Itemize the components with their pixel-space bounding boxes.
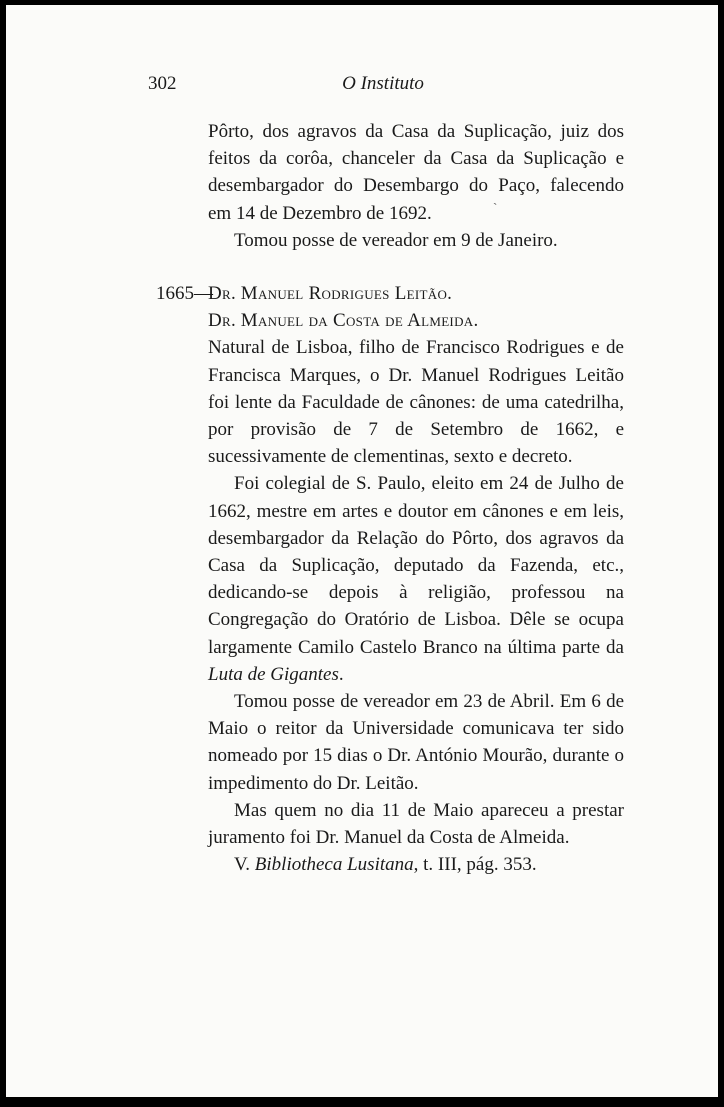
entry-name-1 [208,280,624,307]
page-header [6,73,718,103]
page-number: 302 [148,73,177,94]
entry-paragraph-career-end: . [338,663,344,685]
entry-paragraph-origin: Natural de Lisboa, filho de Francisco Rodrigues e de Francisca Marques, o Dr. Manuel Rodrigues Leitão foi lente da Faculdade de cânones: de uma catedrilha, por provisão de 7 de Setembro de 1662, e sucessivamente de clementinas, sexto e decreto. [208,337,624,468]
running-title: O Instituto [342,73,424,94]
scan-speck: ˋ [493,200,498,215]
entry-paragraph-career-text: Foi colegial de S. Paulo, eleito em 24 de Julho de 1662, mestre em artes e doutor em cânones e em leis, desembargador da Relação do Pôrto, dos agravos da Casa da Suplicação, deputado da Fazenda, etc., dedicando-se depois à religião, professou na Congregação do Oratório de Lisboa. Dêle se ocupa largamente Camilo Castelo Branco na última parte da [208,473,624,658]
entry-paragraph-posse: Tomou posse de vereador em 23 de Abril. Em 6 de Maio o reitor da Universidade comunicava ter sido nomeado por 15 dias o Dr. António Mourão, durante o impedimento do Dr. Leitão. [208,691,624,794]
entry-name-2-title: Dr. [208,310,237,332]
continuation-paragraph: Pôrto, dos agravos da Casa da Suplicação, juiz dos feitos da corôa, chanceler da Casa da Suplicação e desembargador do Desembargo do Paço, falecendo em 14 de Dezembro de 1692. [208,121,624,224]
entry-name-1-text: Manuel Rodrigues Leitão. [240,283,453,305]
entry-reference-prefix: V. [234,854,255,876]
book-page [6,5,718,1097]
entry-reference [208,851,624,878]
entry-1665 [156,280,624,878]
entry-year: 1665— [156,283,213,305]
entry-paragraph-juramento: Mas quem no dia 11 de Maio apareceu a prestar juramento foi Dr. Manuel da Costa de Almeida. [208,799,624,849]
body-text [156,118,624,878]
entry-reference-suffix: , t. III, pág. 353. [413,854,537,876]
book-title-luta-de-gigantes: Luta de Gigantes [208,663,339,685]
entry-name-1-title: Dr. [208,283,237,305]
continuation-posse-paragraph: Tomou posse de vereador em 9 de Janeiro. [234,229,558,251]
entry-name-2 [208,307,624,334]
entry-paragraph-career [208,470,624,688]
entry-name-2-text: Manuel da Costa de Almeida. [240,310,479,332]
book-title-bibliotheca-lusitana: Bibliotheca Lusitana [254,854,414,876]
